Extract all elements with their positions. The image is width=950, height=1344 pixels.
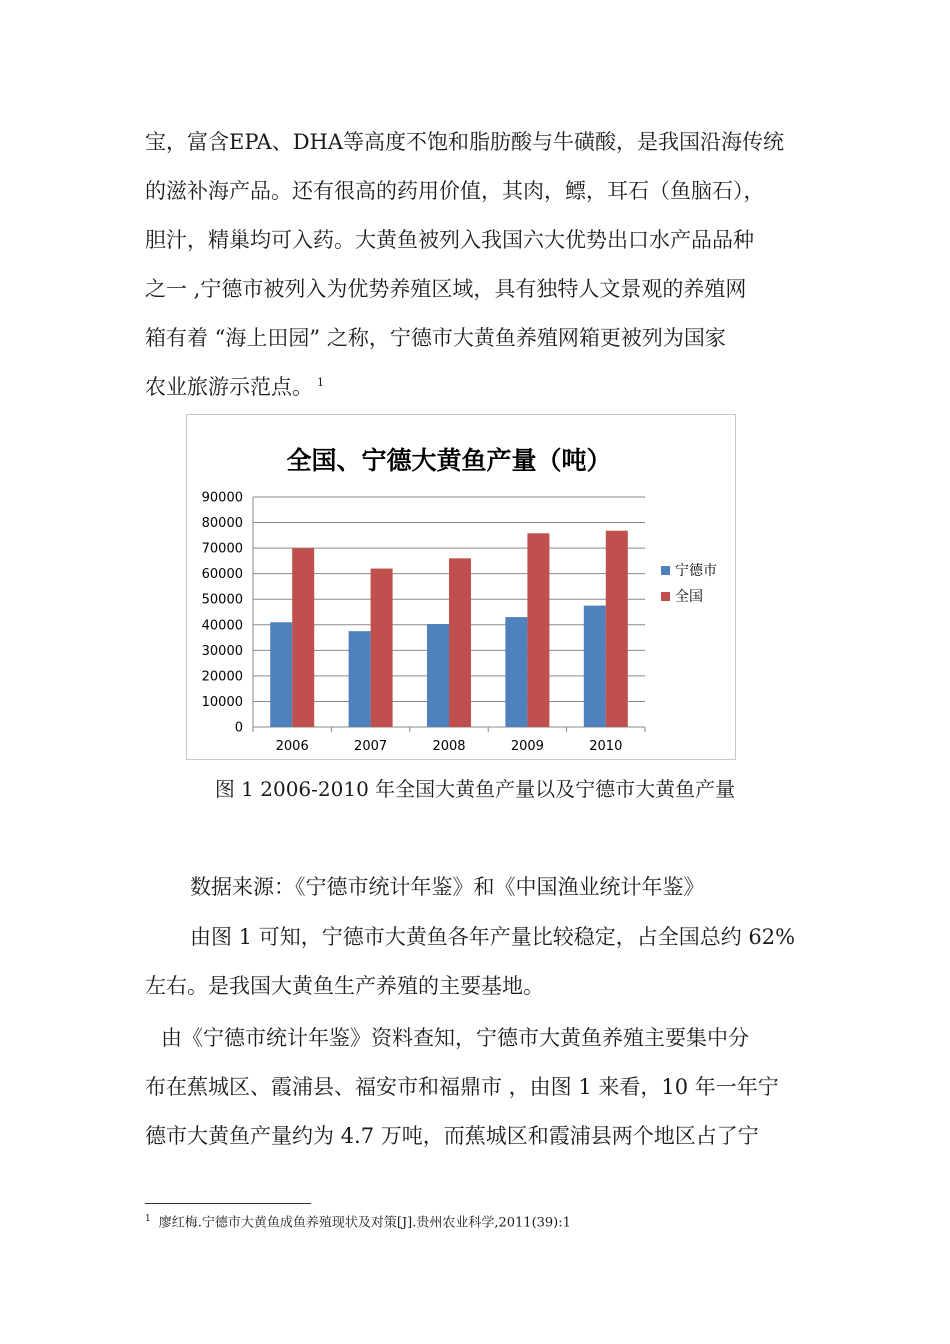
- paragraph-1: [145, 118, 815, 412]
- bar-chart: [187, 415, 735, 759]
- y-tick-label-6: 60000: [201, 567, 243, 583]
- para1-line-6-text: 农业旅游示范点。: [145, 375, 313, 399]
- bar-ningde-2007: [349, 631, 371, 727]
- para1-line-2: 的滋补海产品。还有很高的药用价值，其肉，鳔，耳石（鱼脑石），: [145, 179, 765, 203]
- y-tick-label-4: 40000: [201, 618, 243, 634]
- y-tick-label-5: 50000: [201, 592, 243, 608]
- x-tick-label-2006: 2006: [275, 739, 309, 754]
- x-tick-label-2008: 2008: [432, 739, 466, 754]
- footnote: [145, 1210, 571, 1232]
- bar-ningde-2008: [427, 624, 449, 727]
- para2-line-1: 由图 1 可知，宁德市大黄鱼各年产量比较稳定，占全国总约 62%: [190, 925, 796, 949]
- chart-title: 全国、宁德大黄鱼产量（吨）: [286, 446, 612, 475]
- para1-line-5: 箱有着 “海上田园” 之称，宁德市大黄鱼养殖网箱更被列为国家: [145, 326, 726, 350]
- data-source: 数据来源：《宁德市统计年鉴》和《中国渔业统计年鉴》: [190, 875, 705, 899]
- legend-swatch-1: [661, 592, 670, 601]
- legend-swatch-0: [661, 566, 670, 575]
- bar-ningde-2009: [505, 617, 527, 727]
- bar-ningde-2006: [270, 622, 292, 727]
- bar-national-2009: [527, 533, 549, 727]
- x-tick-label-2009: 2009: [510, 739, 544, 754]
- bar-ningde-2010: [584, 606, 606, 727]
- legend-label-1: 全国: [675, 589, 703, 605]
- chart-frame: [186, 414, 736, 760]
- bar-national-2007: [371, 569, 393, 727]
- y-tick-label-8: 80000: [201, 516, 243, 532]
- para1-line-6: [145, 363, 815, 412]
- bar-national-2010: [606, 531, 628, 727]
- y-tick-label-9: 90000: [201, 490, 243, 506]
- legend-label-0: 宁德市: [675, 563, 717, 579]
- y-tick-label-3: 30000: [201, 643, 243, 659]
- para1-line-4: 之一 ,宁德市被列入为优势养殖区域，具有独特人文景观的养殖网: [145, 277, 747, 301]
- footnote-reference[interactable]: 1: [317, 376, 324, 389]
- para3-line-3: 德市大黄鱼产量约为 4.7 万吨，而蕉城区和霞浦县两个地区占了宁: [145, 1124, 759, 1148]
- para2-line-2: 左右。是我国大黄鱼生产养殖的主要基地。: [145, 974, 544, 998]
- bar-national-2008: [449, 558, 471, 727]
- para3-line-1: 由《宁德市统计年鉴》资料查知，宁德市大黄鱼养殖主要集中分: [161, 1026, 749, 1050]
- footnote-mark: 1: [145, 1214, 151, 1224]
- y-tick-label-7: 70000: [201, 541, 243, 557]
- para3-line-2: 布在蕉城区、霞浦县、福安市和福鼎市 ，由图 1 来看，10 年一年宁: [145, 1075, 779, 1099]
- para1-line-3: 胆汁，精巢均可入药。大黄鱼被列入我国六大优势出口水产品品种: [145, 228, 754, 252]
- paragraph-3: [145, 1014, 815, 1161]
- y-tick-label-1: 10000: [201, 694, 243, 710]
- bar-national-2006: [292, 548, 314, 727]
- y-tick-label-0: 0: [234, 720, 243, 736]
- footnote-separator: [145, 1203, 311, 1204]
- x-tick-label-2007: 2007: [354, 739, 388, 754]
- para1-line-1: 宝，富含EPA、DHA等高度不饱和脂肪酸与牛磺酸，是我国沿海传统: [145, 130, 785, 154]
- x-tick-label-2010: 2010: [589, 739, 623, 754]
- y-tick-label-2: 20000: [201, 669, 243, 685]
- footnote-text: 廖红梅.宁德市大黄鱼成鱼养殖现状及对策[J].贵州农业科学,2011(39):1: [158, 1215, 571, 1231]
- paragraph-2: [145, 913, 815, 1011]
- figure-caption: 图 1 2006-2010 年全国大黄鱼产量以及宁德市大黄鱼产量: [214, 777, 736, 801]
